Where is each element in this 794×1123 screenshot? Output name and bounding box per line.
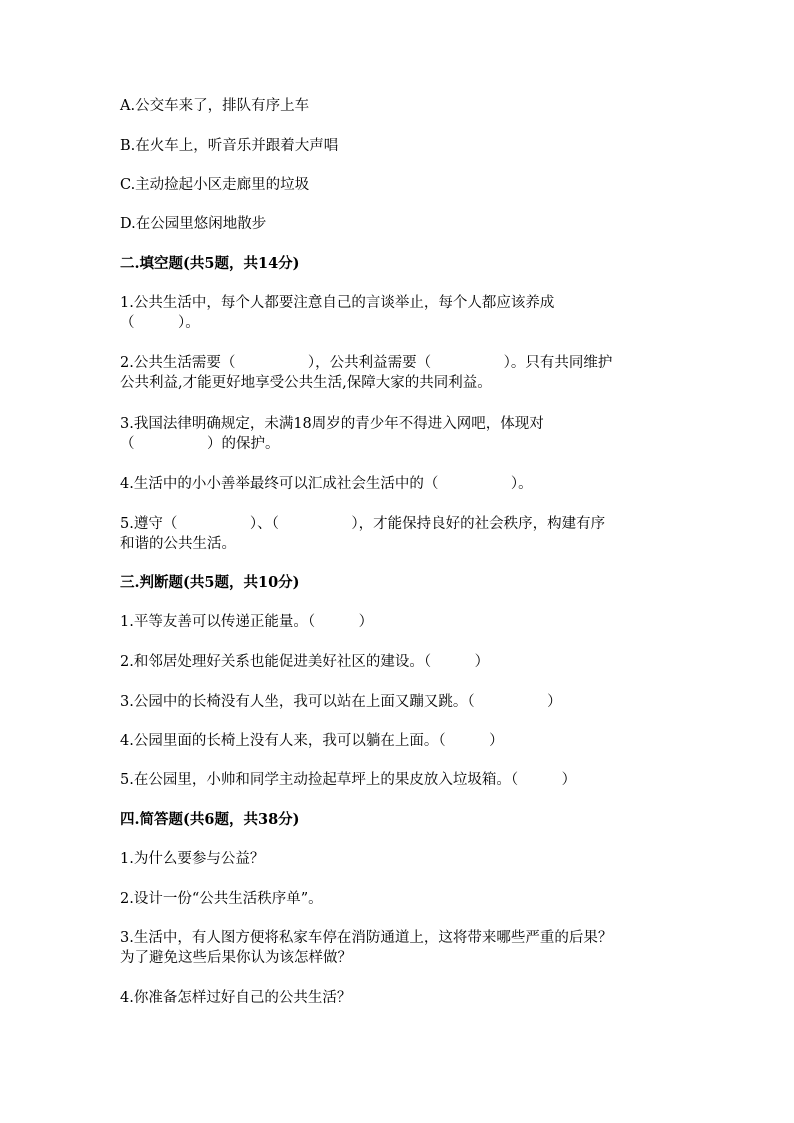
- question-line: 和谐的公共生活。: [120, 536, 236, 552]
- short-question-4: [120, 988, 351, 1008]
- question-line: 2.公共生活需要（ ），公共利益需要（ ）。只有共同维护: [120, 355, 613, 371]
- question-line: 2.设计一份“公共生活秩序单”。: [120, 891, 323, 907]
- question-line: 5.遵守（ ）、（ ），才能保持良好的社会秩序，构建有序: [120, 516, 606, 532]
- fill-question-4: [120, 474, 533, 494]
- section-heading-short-answer: 四.简答题(共6题，共38分): [120, 811, 300, 828]
- question-line: （ ）的保护。: [120, 436, 280, 452]
- section-heading-true-false: 三.判断题(共5题，共10分): [120, 574, 300, 591]
- short-question-3: [120, 928, 612, 968]
- fill-question-2: [120, 353, 612, 393]
- question-line: 1.为什么要参与公益？: [120, 851, 265, 867]
- judge-question-5: 5.在公园里，小帅和同学主动捡起草坪上的果皮放入垃圾箱。（ ）: [120, 772, 577, 788]
- section-heading-fill-blank: 二.填空题(共5题，共14分): [120, 255, 300, 272]
- question-line: 为了避免这些后果你认为该怎样做？: [120, 950, 352, 966]
- fill-question-5: [120, 514, 605, 554]
- question-line: 3.生活中，有人图方便将私家车停在消防通道上，这将带来哪些严重的后果？: [120, 930, 613, 946]
- option-b: B.在火车上，听音乐并跟着大声唱: [120, 138, 339, 154]
- option-d: D.在公园里悠闲地散步: [120, 216, 267, 232]
- question-line: 3.我国法律明确规定，未满18周岁的青少年不得进入网吧，体现对: [120, 416, 544, 432]
- question-line: 1.公共生活中，每个人都要注意自己的言谈举止，每个人都应该养成: [120, 295, 555, 311]
- judge-question-2: 2.和邻居处理好关系也能促进美好社区的建设。（ ）: [120, 654, 490, 670]
- fill-question-1: [120, 293, 554, 333]
- judge-question-4: 4.公园里面的长椅上没有人来，我可以躺在上面。（ ）: [120, 733, 504, 749]
- question-line: 公共利益,才能更好地享受公共生活,保障大家的共同利益。: [120, 375, 492, 391]
- option-c: C.主动捡起小区走廊里的垃圾: [120, 177, 310, 193]
- judge-question-3: 3.公园中的长椅没有人坐，我可以站在上面又蹦又跳。（ ）: [120, 694, 562, 710]
- fill-question-3: [120, 414, 544, 454]
- question-line: 4.你准备怎样过好自己的公共生活？: [120, 990, 352, 1006]
- option-a: A.公交车来了，排队有序上车: [120, 98, 310, 114]
- short-question-2: [120, 889, 323, 909]
- question-line: 4.生活中的小小善举最终可以汇成社会生活中的（ ）。: [120, 476, 533, 492]
- judge-question-1: 1.平等友善可以传递正能量。（ ）: [120, 614, 374, 630]
- short-question-1: [120, 849, 264, 869]
- question-line: （ ）。: [120, 315, 200, 331]
